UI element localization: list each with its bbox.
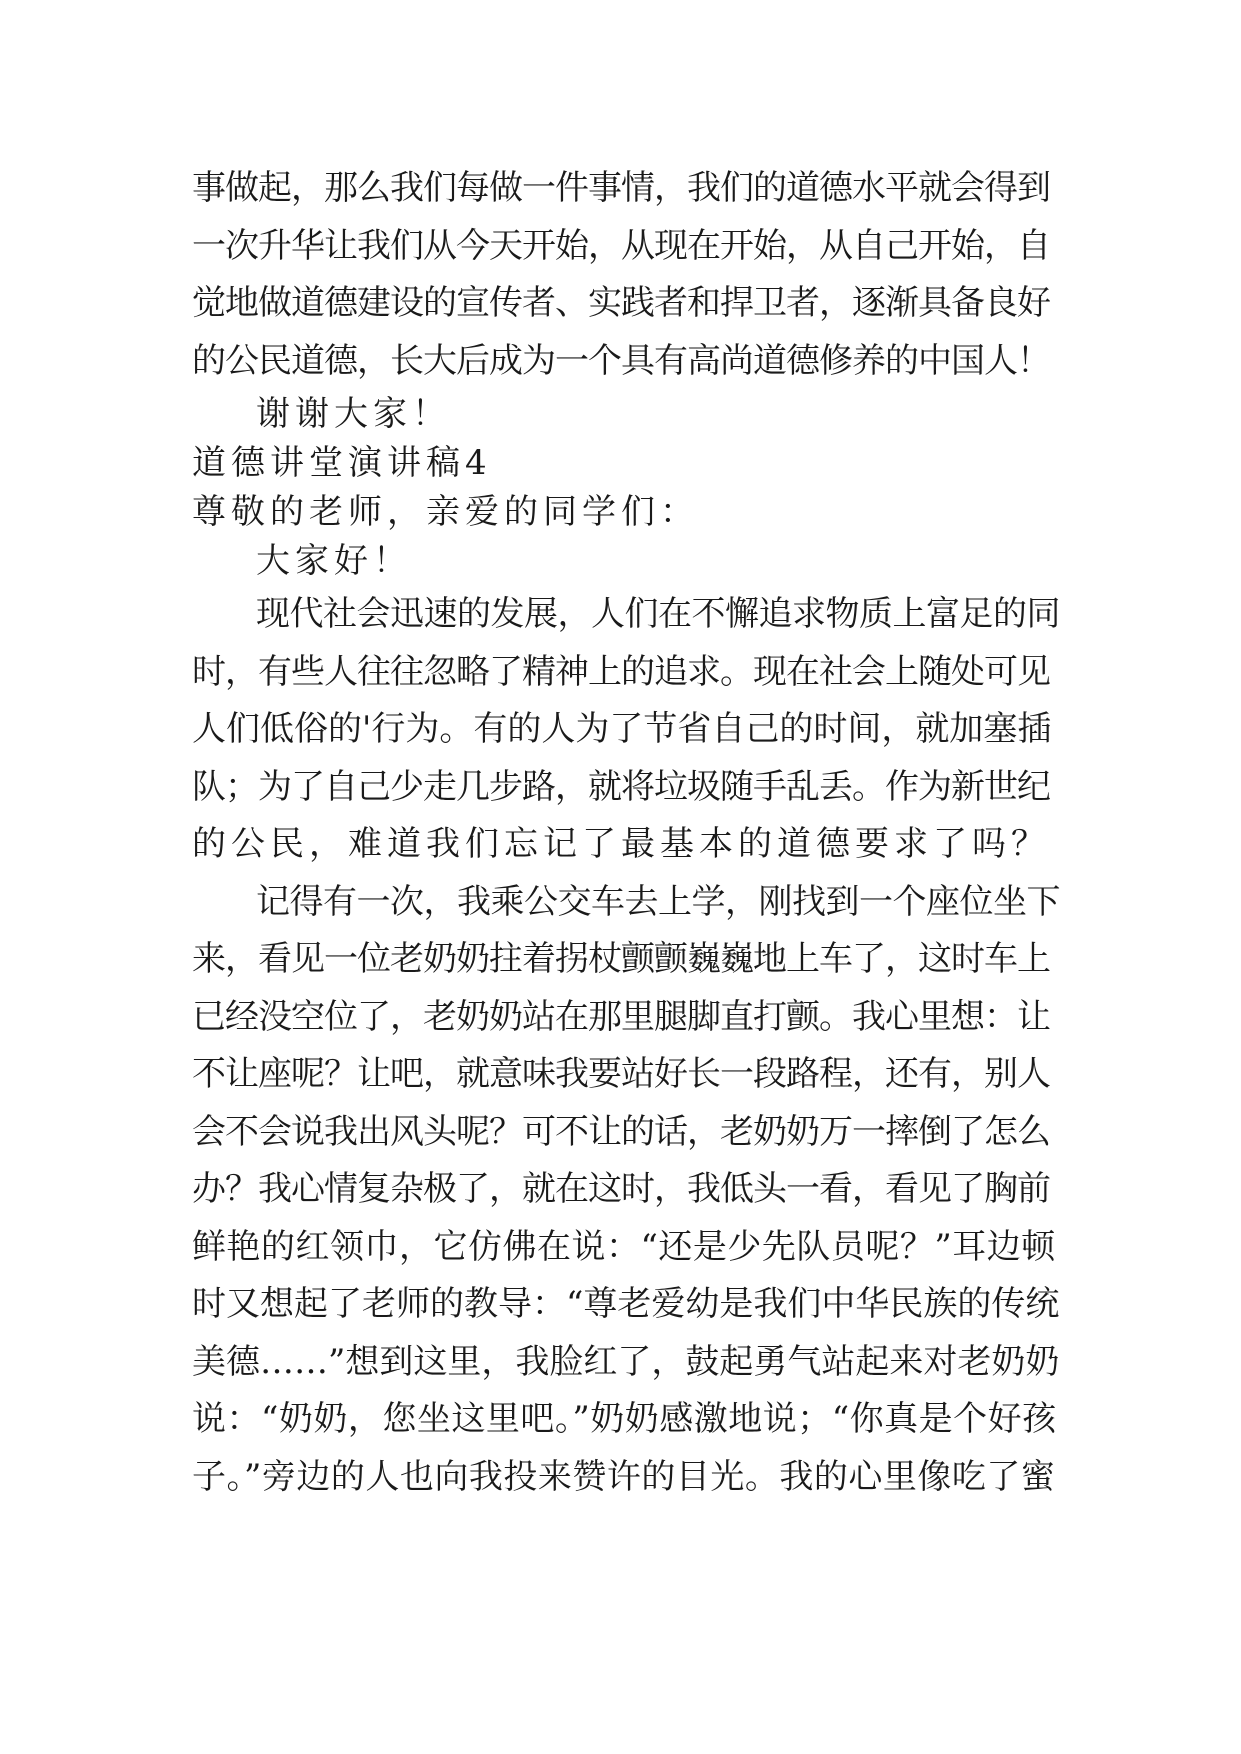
- body-text-line: 记得有一次，我乘公交车去上学，刚找到一个座位坐下: [256, 881, 1060, 922]
- document-body: [192, 160, 1062, 1506]
- body-text-line: 时又想起了老师的教导：“尊老爱幼是我们中华民族的传统: [192, 1284, 1060, 1324]
- body-text-line: 现代社会迅速的发展，人们在不懈追求物质上富足的同: [256, 594, 1060, 634]
- body-text-line: 说：“奶奶，您坐这里吧。”奶奶感激地说；“你真是个好孩: [192, 1399, 1057, 1439]
- body-text-line: 事做起，那么我们每做一件事情，我们的道德水平就会得到: [192, 168, 1050, 208]
- section-heading: 道德讲堂演讲稿4: [192, 443, 492, 483]
- body-text-line: 子。”旁边的人也向我投来赞许的目光。我的心里像吃了蜜: [192, 1456, 1056, 1497]
- body-text-line: 队；为了自己少走几步路，就将垃圾随手乱丢。作为新世纪: [192, 766, 1050, 807]
- body-text-line: 会不会说我出风头呢？可不让的话，老奶奶万一摔倒了怎么: [192, 1111, 1050, 1152]
- body-text-line: 来，看见一位老奶奶拄着拐杖颤颤巍巍地上车了，这时车上: [192, 939, 1050, 979]
- body-text-line: 觉地做道德建设的宣传者、实践者和捍卫者，逐渐具备良好: [192, 283, 1050, 323]
- body-text-line: 已经没空位了，老奶奶站在那里腿脚直打颤。我心里想：让: [192, 996, 1050, 1037]
- body-text-line: 人们低俗的'行为。有的人为了节省自己的时间，就加塞插: [192, 709, 1052, 749]
- closing-line: 谢谢大家！: [256, 394, 451, 434]
- body-text-line: 的公民，难道我们忘记了最基本的道德要求了吗？: [192, 824, 1050, 864]
- body-text-line: 不让座呢？让吧，就意味我要站好长一段路程，还有，别人: [192, 1054, 1050, 1094]
- greeting: 大家好！: [256, 541, 412, 581]
- salutation: 尊敬的老师，亲爱的同学们：: [192, 492, 699, 532]
- body-text-line: 美德……”想到这里，我脸红了，鼓起勇气站起来对老奶奶: [192, 1341, 1060, 1382]
- body-text-line: 的公民道德，长大后成为一个具有高尚道德修养的中国人！: [192, 340, 1050, 381]
- body-text-line: 办？我心情复杂极了，就在这时，我低头一看，看见了胸前: [192, 1169, 1050, 1209]
- body-text-line: 一次升华让我们从今天开始，从现在开始，从自己开始，自: [192, 225, 1050, 266]
- body-text-line: 鲜艳的红领巾，它仿佛在说：“还是少先队员呢？”耳边顿: [192, 1226, 1056, 1267]
- body-text-line: 时，有些人往往忽略了精神上的追求。现在社会上随处可见: [192, 651, 1050, 692]
